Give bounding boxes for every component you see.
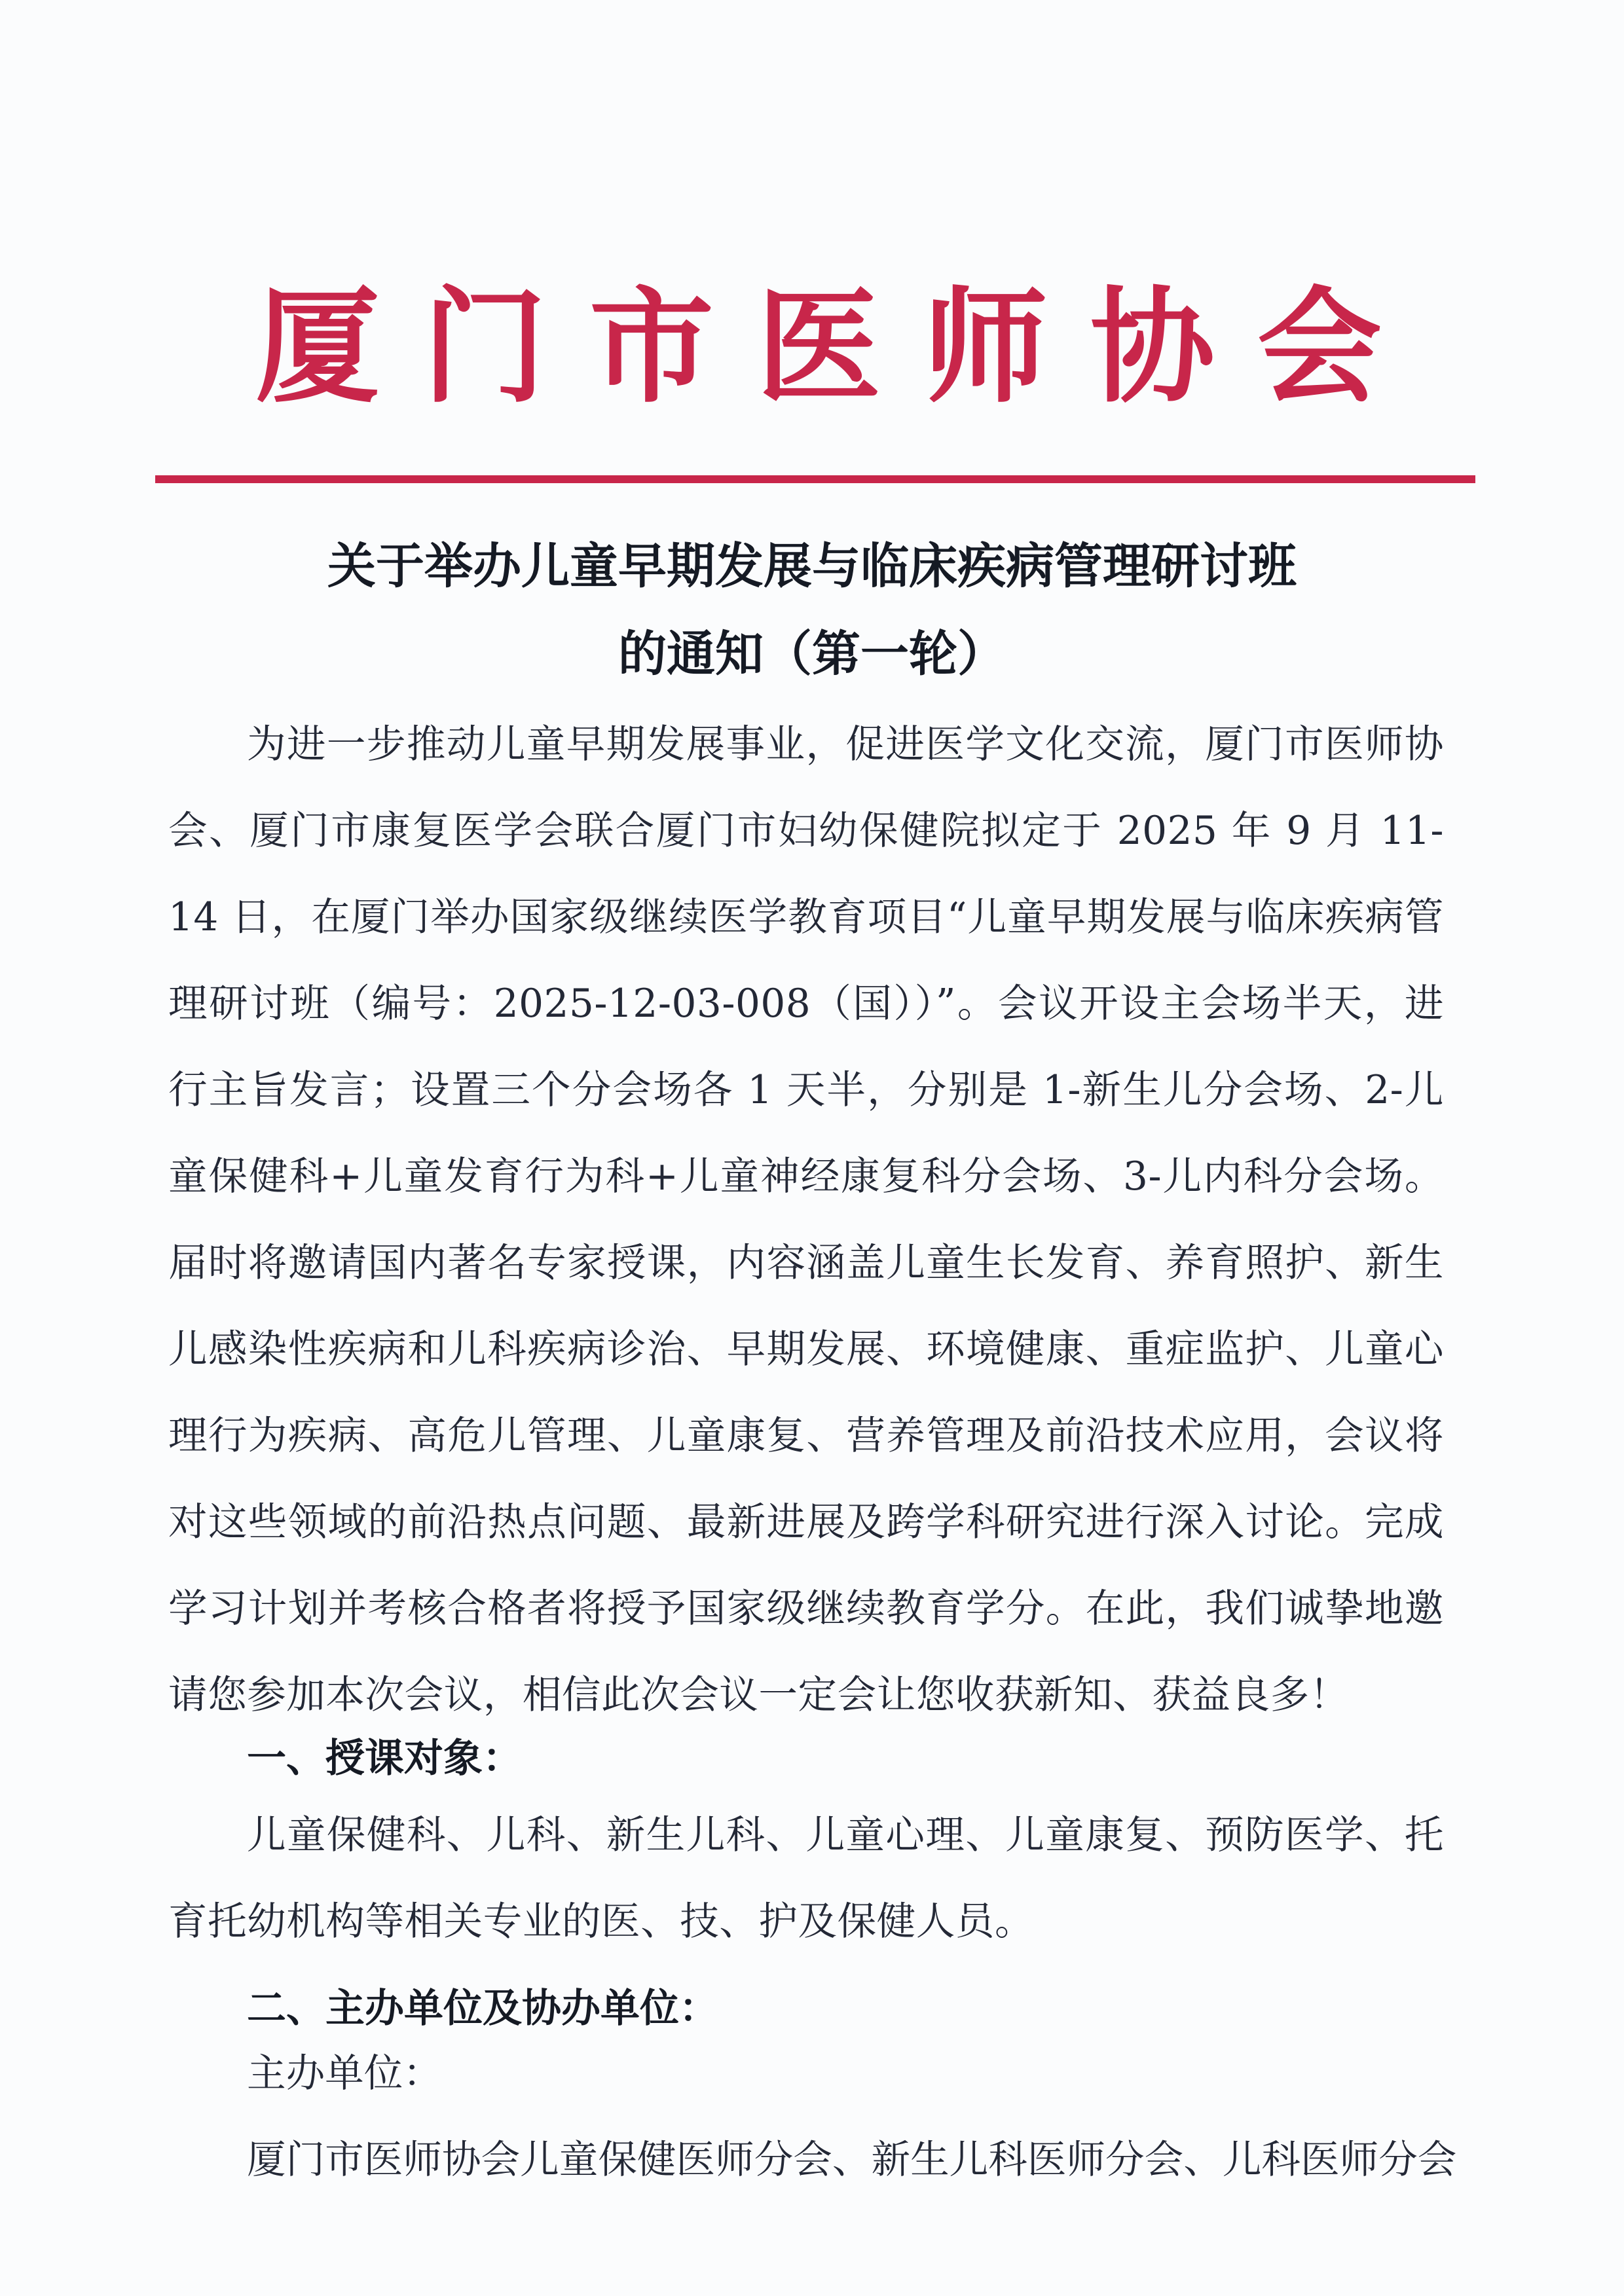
intro-paragraph: 为进一步推动儿童早期发展事业，促进医学文化交流，厦门市医师协会、厦门市康复医学会联合厦门市妇幼保健院拟定于 2025 年 9 月 11-14 日，在厦门举办国家级继续医学教育项目“儿童早期发展与临床疾病管理研讨班（编号：2025-12-03-008（国））”。会议开设主会场半天，进行主旨发言；设置三个分会场各 1 天半，分别是 1-新生儿分会场、2-儿童保健科+儿童发育行为科+儿童神经康复科分会场、3-儿内科分会场。届时将邀请国内著名专家授课，内容涵盖儿童生长发育、养育照护、新生儿感染性疾病和儿科疾病诊治、早期发展、环境健康、重症监护、儿童心理行为疾病、高危儿管理、儿童康复、营养管理及前沿技术应用，会议将对这些领域的前沿热点问题、最新进展及跨学科研究进行深入讨论。完成学习计划并考核合格者将授予国家级继续教育学分。在此，我们诚挚地邀请您参加本次会议，相信此次会议一定会让您收获新知、获益良多！ xyxy=(168,722,1444,1718)
letterhead-char: 厦 xyxy=(255,274,380,420)
notice-title-line-2: 的通知（第一轮） xyxy=(618,626,1006,682)
letterhead-char: 门 xyxy=(422,274,547,420)
letterhead-char: 协 xyxy=(1090,274,1215,420)
letterhead-char: 市 xyxy=(589,274,714,420)
letterhead-char: 师 xyxy=(923,274,1048,420)
host-organizations: 厦门市医师协会儿童保健医师分会、新生儿科医师分会、儿科医师分会 xyxy=(247,2138,1457,2183)
audience-paragraph: 儿童保健科、儿科、新生儿科、儿童心理、儿童康复、预防医学、托育托幼机构等相关专业的医、技、护及保健人员。 xyxy=(168,1813,1444,1944)
letterhead-char: 医 xyxy=(756,274,881,420)
notice-title-line-1: 关于举办儿童早期发展与临床疾病管理研讨班 xyxy=(327,538,1297,594)
section-heading-audience: 一、授课对象： xyxy=(247,1736,522,1781)
section-heading-organizers: 二、主办单位及协办单位： xyxy=(247,1986,718,2032)
host-label: 主办单位： xyxy=(247,2051,442,2096)
letterhead-char: 会 xyxy=(1257,274,1382,420)
letterhead-divider xyxy=(155,475,1475,483)
organization-letterhead xyxy=(255,275,1382,419)
